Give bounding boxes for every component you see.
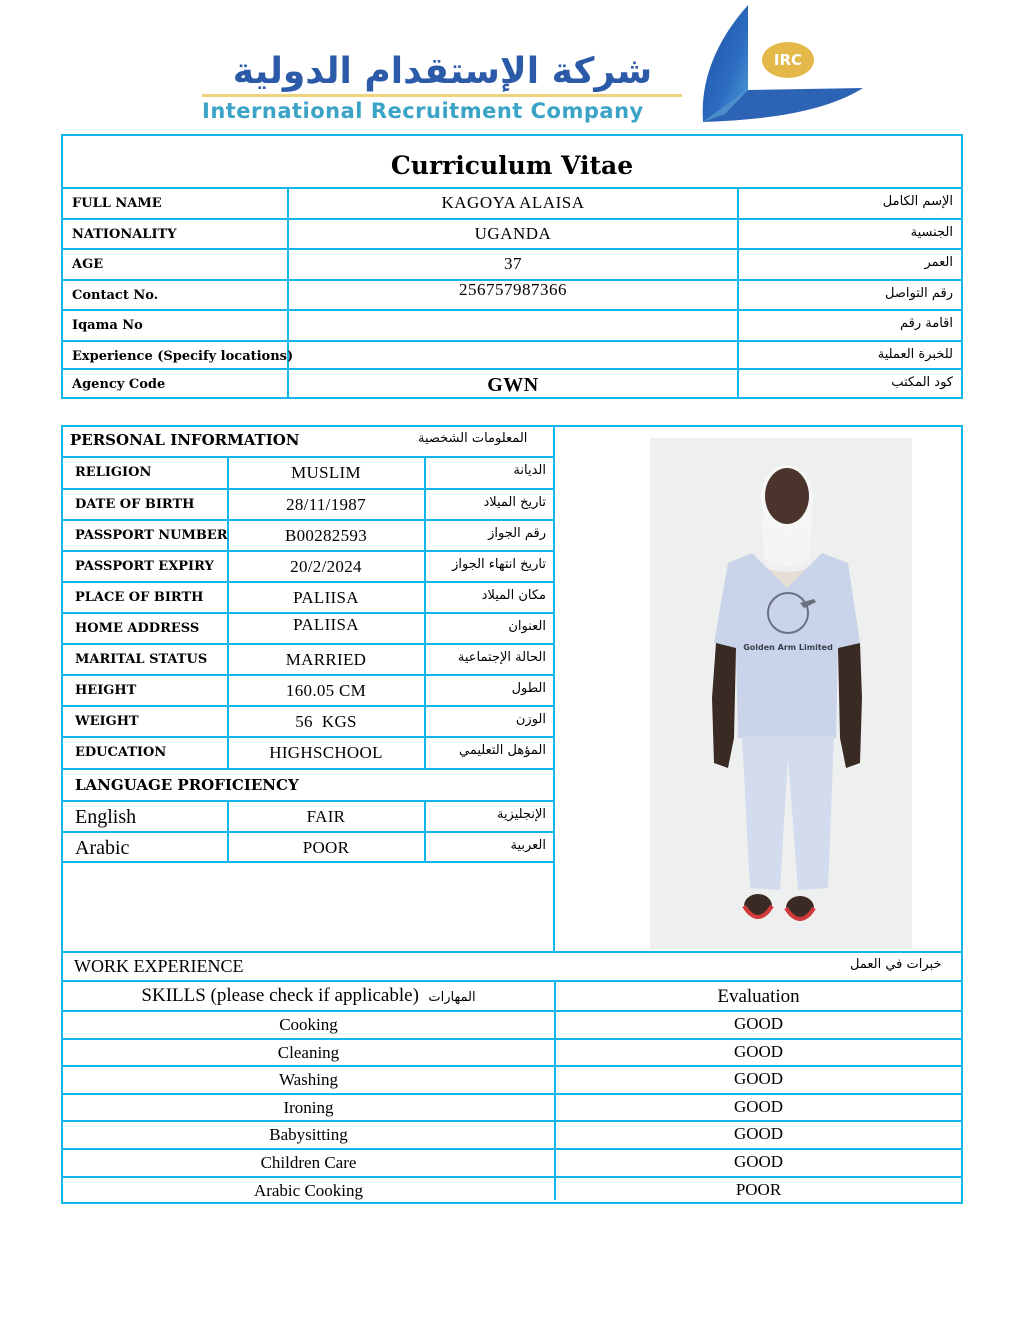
field-label-arabic: العنوان [508, 619, 546, 634]
personal-row [63, 488, 554, 519]
field-label-arabic: رقم التواصل [885, 285, 953, 301]
field-label: DATE OF BIRTH [75, 497, 195, 512]
language-row [63, 800, 554, 831]
field-label-arabic: رقم الجواز [488, 526, 546, 541]
personal-info-title-arabic: المعلومات الشخصية [418, 431, 528, 446]
field-label-arabic: مكان الميلاد [481, 588, 546, 603]
field-value: MUSLIM [291, 463, 361, 482]
field-value: 160.05 CM [285, 681, 367, 700]
field-value: PALIISA [293, 615, 359, 634]
skill-evaluation: GOOD [733, 1152, 784, 1171]
field-value: 256757987366 [459, 279, 567, 299]
cv-row-iqama [63, 309, 961, 340]
skill-name: Washing [278, 1070, 339, 1090]
field-label-arabic: للخبرة العملية [877, 346, 953, 362]
field-label: PASSPORT NUMBER [75, 528, 228, 543]
cv-row-contact [63, 279, 961, 310]
skill-evaluation: POOR [735, 1179, 782, 1199]
field-label-arabic: كود المكتب [891, 375, 953, 390]
language-level: POOR [302, 838, 350, 857]
personal-row [63, 550, 554, 581]
field-label: WEIGHT [75, 714, 139, 729]
skill-name: Cooking [279, 1015, 338, 1034]
cv-row-agency-code [63, 368, 961, 397]
field-value [289, 342, 737, 370]
language-row [63, 831, 554, 861]
row-divider [63, 861, 554, 863]
field-value: 20/2/2024 [290, 557, 362, 576]
field-value: HIGHSCHOOL [269, 743, 383, 762]
field-value: 56 KGS [295, 712, 357, 731]
field-label-arabic: تاريخ انتهاء الجواز [452, 557, 546, 572]
language-name: English [75, 806, 137, 828]
language-name: Arabic [75, 837, 130, 859]
field-label: Iqama No [72, 318, 143, 333]
skill-name: Children Care [260, 1153, 357, 1172]
field-label-arabic: الطول [511, 681, 546, 696]
skill-name: Cleaning [277, 1042, 340, 1062]
field-label: FULL NAME [72, 196, 162, 211]
field-value: B00282593 [284, 526, 368, 545]
field-value: MARRIED [285, 650, 367, 669]
language-name-arabic: الإنجليزية [496, 807, 546, 822]
field-label: Contact No. [72, 287, 159, 303]
field-label-arabic: الحالة الإجتماعية [457, 650, 546, 665]
field-label: Experience (Specify locations) [72, 348, 294, 364]
cv-row-nationality [63, 218, 961, 249]
evaluation-header: Evaluation [717, 986, 800, 1007]
personal-row [63, 736, 554, 768]
skill-row [63, 1148, 961, 1176]
cv-summary-table [61, 134, 963, 399]
field-value: UGANDA [474, 223, 552, 243]
field-value: PALIISA [293, 588, 359, 607]
field-label-arabic: المؤهل التعليمي [459, 743, 546, 758]
field-label: EDUCATION [75, 745, 167, 760]
skill-name: Ironing [283, 1097, 334, 1117]
skill-row [63, 1120, 961, 1148]
logo-english-name: International Recruitment Company [202, 99, 644, 123]
language-proficiency-title: LANGUAGE PROFICIENCY [75, 776, 299, 794]
language-name-arabic: العربية [510, 838, 546, 853]
field-label-arabic: العمر [924, 255, 953, 270]
field-value: 28/11/1987 [286, 495, 366, 514]
page-title: Curriculum Vitae [390, 151, 634, 180]
skill-row [63, 1065, 961, 1093]
skill-name: Babysitting [269, 1125, 348, 1145]
skill-evaluation: GOOD [733, 1041, 784, 1061]
skill-evaluation: GOOD [733, 1069, 784, 1089]
personal-info-title: PERSONAL INFORMATION [70, 431, 300, 449]
cv-row-experience [63, 340, 961, 371]
field-value [289, 311, 737, 339]
field-label-arabic: تاريخ الميلاد [483, 495, 546, 510]
cv-row-age [63, 248, 961, 279]
cv-row-full-name [63, 187, 961, 218]
work-experience-header [63, 951, 961, 980]
field-label-arabic: الديانة [513, 463, 546, 478]
skill-evaluation: GOOD [733, 1096, 784, 1116]
skills-header-label: SKILLS (please check if applicable) [141, 985, 419, 1006]
field-label: HEIGHT [75, 683, 137, 698]
skills-header-arabic: المهارات [428, 990, 476, 1005]
field-label: PASSPORT EXPIRY [75, 559, 214, 574]
person-figure-icon [650, 438, 912, 949]
logo-badge: IRC [762, 42, 814, 78]
work-experience-title: WORK EXPERIENCE [74, 956, 244, 976]
language-proficiency-header [63, 768, 554, 800]
logo-arabic-name: شركة الإستقدام الدولية [232, 51, 653, 92]
candidate-photo [650, 438, 912, 949]
personal-row [63, 612, 554, 643]
field-label: HOME ADDRESS [75, 621, 200, 636]
skills-header-row [63, 980, 961, 1010]
skill-row [63, 1038, 961, 1066]
field-label: AGE [72, 257, 104, 272]
language-level: FAIR [306, 807, 346, 826]
personal-row [63, 674, 554, 705]
personal-row [63, 643, 554, 674]
shirt-print-text: Golden Arm Limited [743, 643, 833, 652]
field-label: MARITAL STATUS [75, 652, 208, 667]
field-label-arabic: اقامة رقم [900, 316, 953, 331]
personal-row [63, 581, 554, 612]
personal-row [63, 519, 554, 550]
field-label-arabic: الجنسية [910, 224, 953, 240]
field-label: NATIONALITY [72, 226, 177, 242]
personal-row [63, 705, 554, 736]
skill-evaluation: GOOD [733, 1124, 784, 1144]
work-experience-table [61, 951, 963, 1204]
work-experience-title-arabic: خبرات في العمل [850, 957, 942, 972]
skills-header [63, 982, 554, 1012]
field-label-arabic: الإسم الكامل [882, 194, 953, 209]
personal-row [63, 456, 554, 488]
skill-evaluation: GOOD [733, 1014, 784, 1033]
skill-row [63, 1093, 961, 1121]
skill-row [63, 1176, 961, 1202]
field-value: KAGOYA ALAISA [441, 193, 585, 212]
skill-row [63, 1010, 961, 1038]
field-value: 37 [504, 254, 522, 273]
field-label: Agency Code [72, 377, 166, 392]
field-label: PLACE OF BIRTH [75, 590, 204, 605]
field-label: RELIGION [75, 465, 152, 480]
field-label-arabic: الوزن [515, 712, 546, 727]
skill-name: Arabic Cooking [253, 1180, 364, 1200]
field-value: GWN [487, 374, 539, 396]
